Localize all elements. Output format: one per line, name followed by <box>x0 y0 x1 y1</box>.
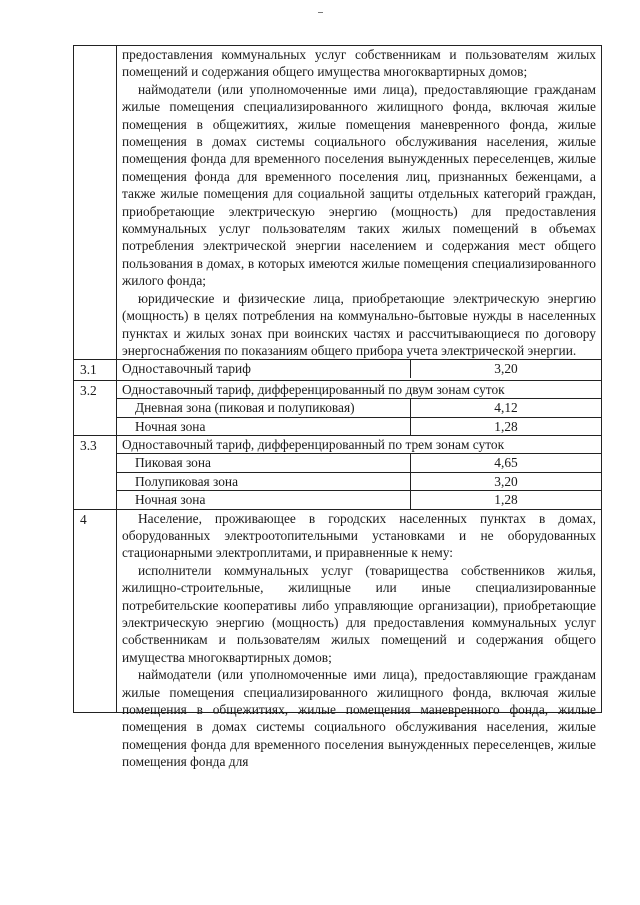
paragraph: Население, проживающее в городских населенных пунктах в домах, оборудованных электроотопительными установками и не оборудованных стационарными электроплитами, и приравненные к нему: <box>122 510 596 561</box>
zone-label: Полупиковая зона <box>117 472 411 490</box>
table-row-3-1 <box>74 360 602 380</box>
zone-value: 1,28 <box>411 417 602 435</box>
tariff-cell <box>117 380 602 435</box>
zone-value: 1,28 <box>411 491 602 509</box>
tariff-table <box>73 45 602 770</box>
row-number: 3.3 <box>74 435 117 509</box>
paragraph: юридические и физические лица, приобретающие электрическую энергию (мощность) в целях потребления на коммунально-бытовые нужды в населенных пунктах и жилых зонах при воинских частях и рассчитывающиеся по договору энергоснабжения по показаниям общего прибора учета электрической энергии. <box>122 290 596 358</box>
row-number-cell <box>74 46 117 360</box>
tariff-value: 3,20 <box>411 360 602 377</box>
table-row-3-2 <box>74 380 602 435</box>
row-number: 3.2 <box>74 380 117 435</box>
page-mark <box>318 12 323 13</box>
paragraph: наймодатели (или уполномоченные ими лица), предоставляющие гражданам жилые помещения специализированного жилищного фонда, включая жилые помещения в общежитиях, жилые помещения маневренного фонда, жилые помещения в домах системы социального обслуживания населения, жилые помещения фонда для временного поселения вынужденных переселенцев, жилые помещения фонда для временного поселения лиц, признанных беженцами, а также жилые помещения для социальной защиты отдельных категорий граждан, приобретающие электрическую энергию (мощность) для предоставления коммунальных услуг пользователям таких жилых помещений в объемах потребления электрической энергии населением и содержания мест общего пользования в домах, в которых имеются жилые помещения специализированного жилого фонда; <box>122 81 596 289</box>
paragraph: предоставления коммунальных услуг собственникам и пользователям жилых помещений и содержания общего имущества многоквартирных домов; <box>122 47 596 80</box>
zone-label: Пиковая зона <box>117 454 411 472</box>
zone-value: 3,20 <box>411 472 602 490</box>
description-cell <box>117 46 602 360</box>
table-row-3 <box>74 46 602 360</box>
table-row-4 <box>74 509 602 713</box>
zone-label: Ночная зона <box>117 417 411 435</box>
description-cell <box>117 509 602 770</box>
row-number: 4 <box>74 509 117 713</box>
table-row-3-3 <box>74 435 602 509</box>
zone-value: 4,65 <box>411 454 602 472</box>
tariff-label: Одноставочный тариф, дифференцированный по двум зонам суток <box>122 381 505 397</box>
zone-value: 4,12 <box>411 399 602 417</box>
paragraph: наймодатели (или уполномоченные ими лица), предоставляющие гражданам жилые помещения специализированного жилищного фонда, включая жилые помещения в общежитиях, жилые помещения маневренного фонда, жилые помещения в домах системы социального обслуживания населения, жилые помещения фонда для временного поселения вынужденных переселенцев, жилые помещения фонда для <box>122 667 596 770</box>
tariff-label: Одноставочный тариф, дифференцированный по трем зонам суток <box>122 436 505 452</box>
tariff-label: Одноставочный тариф <box>117 360 411 377</box>
paragraph-clip <box>122 666 596 770</box>
zone-label: Ночная зона <box>117 491 411 509</box>
paragraph: исполнители коммунальных услуг (товарищества собственников жилья, жилищно-строительные, жилищные или иные специализированные потребительские кооперативы либо управляющие организации), приобретающие электрическую энергию (мощность) для предоставления коммунальных услуг собственникам и пользователям жилых помещений и содержания общего имущества многоквартирных домов; <box>122 562 596 665</box>
tariff-cell <box>117 360 602 380</box>
row-number: 3.1 <box>74 360 117 380</box>
zone-label: Дневная зона (пиковая и полупиковая) <box>117 399 411 417</box>
tariff-cell <box>117 435 602 509</box>
